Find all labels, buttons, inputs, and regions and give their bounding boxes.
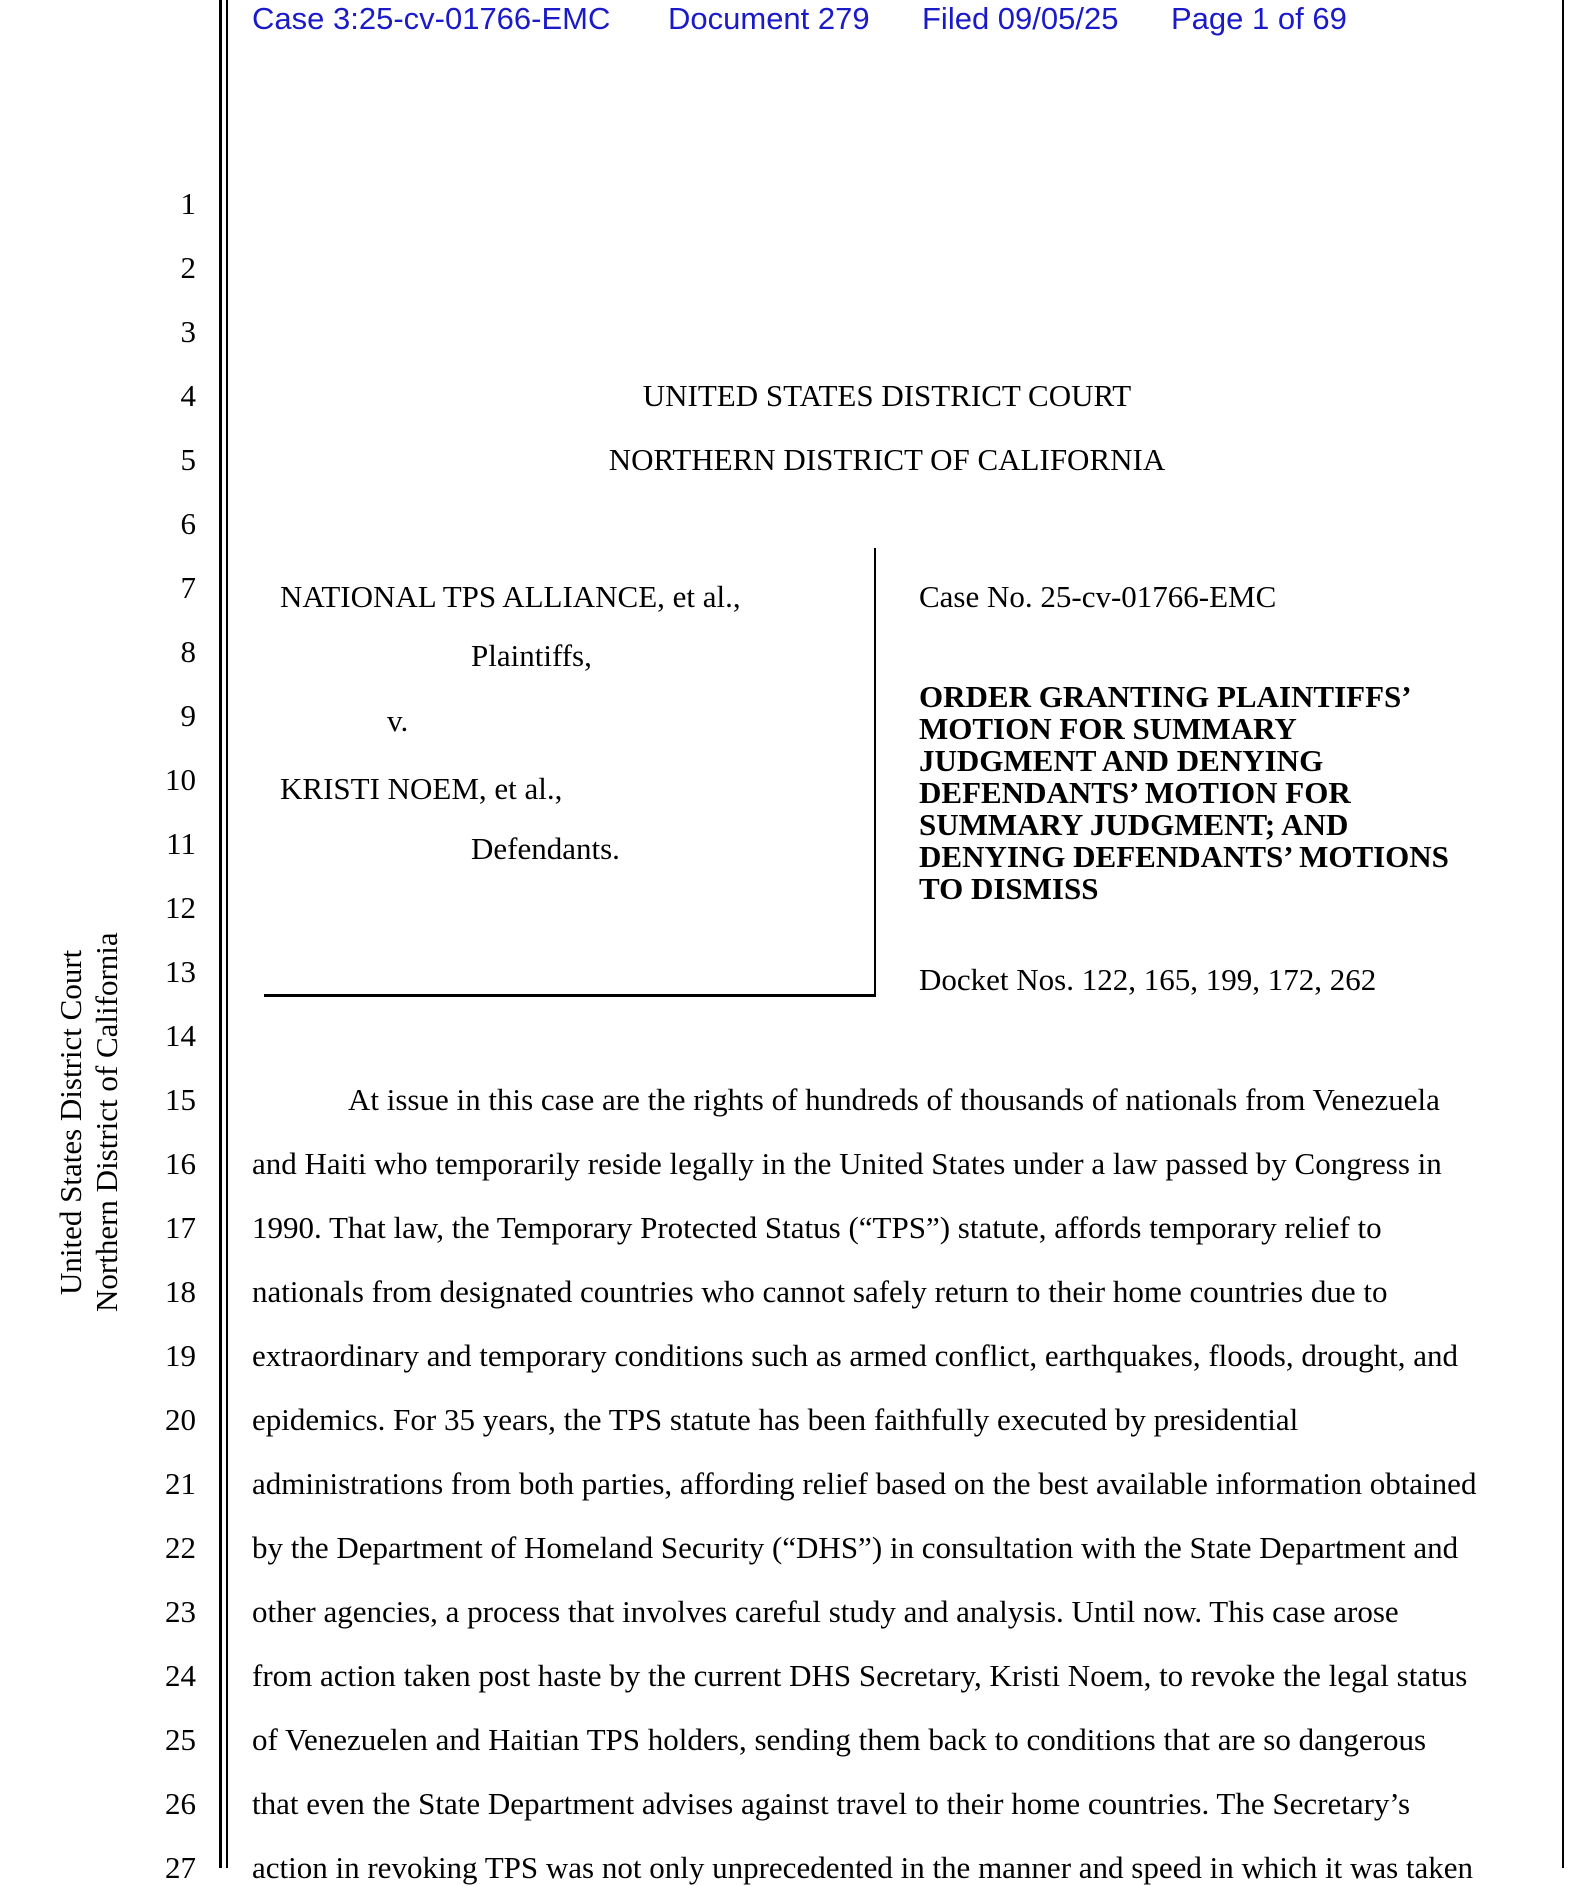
body-line: of Venezuelen and Haitian TPS holders, sending them back to conditions that are so dangerous — [252, 1722, 1427, 1757]
right-margin-rule — [1562, 0, 1564, 1868]
case-number: Case No. 25-cv-01766-EMC — [919, 579, 1277, 614]
body-line: administrations from both parties, affording relief based on the best available information obtained — [252, 1466, 1477, 1501]
left-margin-rule-outer — [219, 0, 222, 1868]
line-number: 25 — [165, 1722, 196, 1757]
header-case-number: Case 3:25-cv-01766-EMC — [252, 1, 611, 36]
body-line: other agencies, a process that involves careful study and analysis. Until now. This case arose — [252, 1594, 1399, 1629]
plaintiff-role: Plaintiffs, — [471, 638, 592, 673]
line-number: 5 — [180, 442, 196, 477]
plaintiff-name: NATIONAL TPS ALLIANCE, et al., — [280, 579, 741, 614]
line-number: 2 — [180, 250, 196, 285]
body-line: from action taken post haste by the current DHS Secretary, Kristi Noem, to revoke the legal status — [252, 1658, 1468, 1693]
sidebar-district-name: Northern District of California — [89, 932, 124, 1312]
defendant-name: KRISTI NOEM, et al., — [280, 771, 563, 806]
line-number: 1 — [180, 186, 196, 221]
line-number: 21 — [165, 1466, 196, 1501]
line-number: 16 — [165, 1146, 196, 1181]
line-number: 11 — [166, 826, 196, 861]
line-number: 20 — [165, 1402, 196, 1437]
left-margin-rule-inner — [226, 0, 228, 1868]
order-title-line: ORDER GRANTING PLAINTIFFS’ — [919, 679, 1412, 714]
line-number: 17 — [165, 1210, 196, 1245]
order-title-line: TO DISMISS — [919, 871, 1099, 906]
line-number: 10 — [165, 762, 196, 797]
order-title-line: MOTION FOR SUMMARY — [919, 711, 1297, 746]
line-number: 18 — [165, 1274, 196, 1309]
line-number: 24 — [165, 1658, 196, 1693]
line-number: 22 — [165, 1530, 196, 1565]
line-number: 7 — [180, 570, 196, 605]
sidebar-court-name: United States District Court — [53, 949, 88, 1295]
body-line: extraordinary and temporary conditions such as armed conflict, earthquakes, floods, drought, and — [252, 1338, 1459, 1373]
order-title-line: DENYING DEFENDANTS’ MOTIONS — [919, 839, 1449, 874]
line-number: 4 — [180, 378, 196, 413]
line-number: 27 — [165, 1850, 196, 1885]
line-number: 9 — [180, 698, 196, 733]
line-number: 8 — [180, 634, 196, 669]
body-line: that even the State Department advises against travel to their home countries. The Secretary’s — [252, 1786, 1411, 1821]
court-district: NORTHERN DISTRICT OF CALIFORNIA — [608, 442, 1166, 477]
defendant-role: Defendants. — [471, 831, 620, 866]
line-number: 14 — [165, 1018, 196, 1053]
line-number: 23 — [165, 1594, 196, 1629]
docket-numbers: Docket Nos. 122, 165, 199, 172, 262 — [919, 962, 1377, 997]
line-number: 12 — [165, 890, 196, 925]
versus-label: v. — [387, 703, 409, 738]
line-number: 13 — [165, 954, 196, 989]
body-line: 1990. That law, the Temporary Protected Status (“TPS”) statute, affords temporary relief to — [252, 1210, 1382, 1245]
line-number: 6 — [180, 506, 196, 541]
body-line: action in revoking TPS was not only unprecedented in the manner and speed in which it was taken — [252, 1850, 1474, 1885]
line-number: 15 — [165, 1082, 196, 1117]
order-title — [919, 681, 1449, 905]
body-line: epidemics. For 35 years, the TPS statute has been faithfully executed by presidential — [252, 1402, 1299, 1437]
caption-bottom-rule — [264, 994, 876, 997]
line-number: 3 — [180, 314, 196, 349]
body-line: by the Department of Homeland Security (“DHS”) in consultation with the State Department and — [252, 1530, 1459, 1565]
body-line: and Haiti who temporarily reside legally in the United States under a law passed by Congress in — [252, 1146, 1442, 1181]
caption-vertical-divider — [874, 548, 876, 996]
header-filed-date: Filed 09/05/25 — [922, 1, 1119, 36]
body-line: At issue in this case are the rights of hundreds of thousands of nationals from Venezuela — [348, 1082, 1440, 1117]
order-title-line: DEFENDANTS’ MOTION FOR — [919, 775, 1351, 810]
order-title-line: SUMMARY JUDGMENT; AND — [919, 807, 1349, 842]
body-line: nationals from designated countries who cannot safely return to their home countries due to — [252, 1274, 1388, 1309]
header-page-count: Page 1 of 69 — [1171, 1, 1347, 36]
header-document-number: Document 279 — [668, 1, 870, 36]
order-title-line: JUDGMENT AND DENYING — [919, 743, 1324, 778]
line-number: 19 — [165, 1338, 196, 1373]
line-number: 26 — [165, 1786, 196, 1821]
court-name: UNITED STATES DISTRICT COURT — [642, 378, 1132, 413]
